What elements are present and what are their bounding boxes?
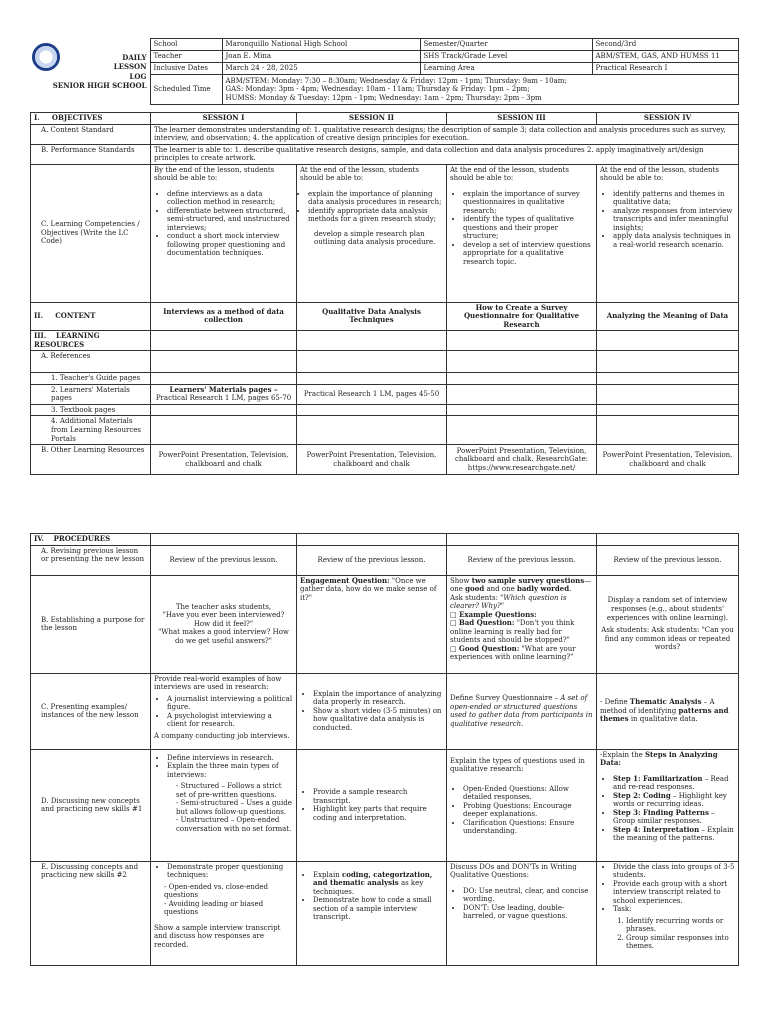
semester-text: Second/3rd <box>595 40 637 49</box>
dates-label: Inclusive Dates <box>150 63 222 75</box>
table-cell <box>597 373 739 385</box>
text-fragment: — one <box>450 576 592 594</box>
text-fragment: Explain the types of questions used in qualitative research: <box>450 756 585 774</box>
text-fragment <box>600 751 735 768</box>
table-cell <box>447 351 597 373</box>
text-fragment <box>300 871 443 922</box>
proc-e-s1 <box>151 861 297 965</box>
text-fragment: Ask students: Ask students: "Can you find any common ideas or repeated words? <box>601 626 734 652</box>
competency-s4 <box>597 164 739 302</box>
list-item: • identify the types of qualitative questions and their proper structure; <box>463 215 593 241</box>
text-fragment: - Define <box>600 698 628 707</box>
text-fragment: Engagement Question: <box>300 575 390 585</box>
text-fragment: Explain <box>313 870 340 879</box>
table-cell <box>151 351 297 373</box>
list-item: • Show a short video (3-5 minutes) on how qualitative data analysis is conducted. <box>313 707 443 733</box>
text-fragment: □ Good Question: "What are your experiences with online learning?" <box>450 643 576 662</box>
text-fragment: Step 4: Interpretation <box>613 824 700 834</box>
text-fragment: Step 1: Familiarization <box>613 773 703 783</box>
title-line-lesson: LESSON <box>113 62 147 72</box>
resources-heading <box>31 331 151 351</box>
text-fragment: "Which question is clearer? Why?" <box>450 593 567 611</box>
table-cell <box>151 416 297 445</box>
semester-label: Semester/Quarter <box>420 39 592 51</box>
text-fragment: LEARNING RESOURCES <box>34 331 100 349</box>
text-fragment: "Once we gather data, how do we make sense of it?" <box>300 576 437 602</box>
text-fragment: -Explain the <box>600 750 643 759</box>
list-item: • define interviews as a data collection method in research; <box>167 190 293 207</box>
time-line-humss: HUMSS: Monday & Tuesday: 12pm - 1pm; Wednesday: 1am - 2pm; Thursday: 2pm - 3pm <box>225 93 542 102</box>
table-cell <box>447 416 597 445</box>
text-fragment: Show <box>450 576 470 585</box>
text-fragment: By the end of the lesson, students should be able to: <box>154 165 275 183</box>
table-cell <box>297 331 447 351</box>
proc-e-s3 <box>447 861 597 965</box>
list-item: • differentiate between structured, semi-structured, and unstructured interviews; <box>167 207 293 233</box>
list-item <box>613 809 735 826</box>
table-cell <box>151 373 297 385</box>
table-cell <box>447 331 597 351</box>
proc-a-s4: Review of the previous lesson. <box>597 545 739 575</box>
content-standard-text: The learner demonstrates understanding of: 1. qualitative research designs; the description of sample 3; data collection and analysis procedures such as survey, interview, and observation; 4. the application of creative design principles for execution. <box>151 124 739 144</box>
track-value: ABM/STEM, GAS, AND HUMSS 11 <box>592 51 738 63</box>
text-fragment: "What makes a good interview? How do we get useful answers?" <box>158 628 289 645</box>
list-item: • A psychologist interviewing a client for research. <box>167 712 293 729</box>
dll-main-table <box>30 112 739 475</box>
title-line-daily: DAILY <box>122 53 147 63</box>
text-fragment: badly worded <box>516 584 570 594</box>
table-cell <box>151 404 297 416</box>
lm-s2: Practical Research 1 LM, pages 45-50 <box>297 384 447 404</box>
text-fragment: Thematic Analysis <box>629 697 702 707</box>
textbook-label: 3. Textbook pages <box>31 404 151 416</box>
list-item: • Demonstrate how to code a small section of a sample interview transcript. <box>313 896 443 922</box>
additional-materials-label: 4. Additional Materials from Learning Resources Portals <box>31 416 151 445</box>
text-fragment: OBJECTIVES <box>51 113 103 122</box>
other-s4: PowerPoint Presentation, Television, chalkboard and chalk <box>597 445 739 475</box>
text-fragment: "What are your experiences with online learning?" <box>450 644 576 662</box>
header-title-cell <box>30 39 150 105</box>
text-fragment <box>154 190 293 258</box>
table-cell <box>597 534 739 546</box>
deped-seal-logo <box>32 43 60 71</box>
list-item: • apply data analysis techniques in a real-world research scenario. <box>613 232 735 249</box>
text-fragment <box>600 183 735 187</box>
text-fragment <box>450 880 593 884</box>
text-fragment: A company conducting job interviews. <box>154 731 290 740</box>
list-item: • Highlight key parts that require coding and interpretation. <box>313 805 443 822</box>
proc-b-s2 <box>297 575 447 673</box>
proc-a-s1: Review of the previous lesson. <box>151 545 297 575</box>
text-fragment: Good Question: <box>458 643 520 653</box>
table-cell <box>297 373 447 385</box>
text-fragment <box>600 863 735 914</box>
proc-a-s2: Review of the previous lesson. <box>297 545 447 575</box>
table-cell <box>297 404 447 416</box>
text-fragment: coding, categorization, and thematic analysis <box>313 869 433 888</box>
text-fragment: III. <box>34 331 47 341</box>
text-fragment: Step 3: Finding Patterns <box>613 807 709 817</box>
list-item: • Clarification Questions: Ensure understanding. <box>463 819 593 836</box>
text-fragment <box>300 690 443 733</box>
text-fragment: Provide real-world examples of how interviews are used in research: <box>154 674 282 692</box>
content-s2: Qualitative Data Analysis Techniques <box>297 302 447 331</box>
school-value: Maronquillo National High School <box>222 39 420 51</box>
text-fragment <box>450 183 593 187</box>
list-item: • explain the importance of planning data analysis procedures in research; <box>308 190 443 207</box>
proc-a-s3: Review of the previous lesson. <box>447 545 597 575</box>
session-1-heading: SESSION I <box>151 113 297 125</box>
table-cell <box>297 534 447 546</box>
title-line-log: LOG <box>129 71 147 81</box>
text-fragment <box>154 754 293 780</box>
text-fragment: "Don't you think online learning is really bad for students and should be stopped?" <box>450 619 575 645</box>
text-fragment: Learners' Materials pages – <box>169 384 278 394</box>
text-fragment: – Group similar responses. <box>613 808 715 826</box>
list-item: - Unstructured – Open-ended conversation with no set format. <box>176 816 293 833</box>
proc-d-s3 <box>447 749 597 861</box>
procedures-table <box>30 533 739 966</box>
list-item: • Explain the importance of analyzing data properly in research. <box>313 690 443 707</box>
lm-s1 <box>151 384 297 404</box>
competency-s1 <box>151 164 297 302</box>
text-fragment: The teacher asks students, <box>175 602 272 611</box>
text-fragment: Define Survey Questionnaire – <box>450 693 559 702</box>
list-item: • explain the importance of survey questionnaires in qualitative research; <box>463 190 593 216</box>
table-cell <box>447 534 597 546</box>
text-fragment: Practical Research 1 LM, pages 65-70 <box>155 394 292 403</box>
list-item: • Provide a sample research transcript. <box>313 788 443 805</box>
proc-a-label: A. Revising previous lesson or presenting the new lesson <box>31 545 151 575</box>
time-value <box>222 75 738 105</box>
text-fragment: □ Bad Question: "Don't you think online learning is really bad for students and should be stopped?" <box>450 618 575 645</box>
text-fragment <box>32 43 60 74</box>
text-fragment: . <box>569 585 572 594</box>
text-fragment: Bad Question: <box>458 618 515 628</box>
header-table <box>30 38 739 105</box>
table-cell <box>597 404 739 416</box>
list-item <box>613 792 735 809</box>
text-fragment <box>450 190 593 267</box>
list-item: • identify patterns and themes in qualitative data; <box>613 190 735 207</box>
other-s1: PowerPoint Presentation, Television, chalkboard and chalk <box>151 445 297 475</box>
list-item: • Provide each group with a short interview transcript related to school experiences. <box>613 880 735 906</box>
text-fragment: Ask students: <box>450 593 498 602</box>
table-cell <box>597 416 739 445</box>
proc-c-label: C. Presenting examples/ instances of the new lesson <box>31 673 151 749</box>
list-item: • Task: <box>613 905 735 914</box>
time-line-gas: GAS: Monday: 3pm - 4pm; Wednesday: 10am - 11am; Thursday & Friday: 1pm – 2pm; <box>225 85 530 94</box>
text-fragment <box>300 183 443 187</box>
text-fragment <box>154 863 293 880</box>
proc-d-s4 <box>597 749 739 861</box>
proc-b-s4 <box>597 575 739 673</box>
text-fragment: in qualitative data. <box>630 715 698 724</box>
proc-e-s2 <box>297 861 447 965</box>
text-fragment <box>450 785 593 836</box>
list-item: 1. Identify recurring words or phrases. <box>626 917 735 934</box>
learner-materials-label: 2. Learners' Materials pages <box>31 384 151 404</box>
list-item: • conduct a short mock interview following proper questioning and documentation techniques. <box>167 232 293 258</box>
table-cell <box>597 331 739 351</box>
text-fragment: Steps in Analyzing Data: <box>600 749 718 768</box>
text-fragment <box>450 887 593 921</box>
list-item <box>613 775 735 792</box>
proc-d-label: D. Discussing new concepts and practicing new skills #1 <box>31 749 151 861</box>
proc-c-s2 <box>297 673 447 749</box>
list-item: • A journalist interviewing a political figure. <box>167 695 293 712</box>
content-s4: Analyzing the Meaning of Data <box>597 302 739 331</box>
content-s3: How to Create a Survey Questionnaire for Qualitative Research <box>447 302 597 331</box>
text-fragment: □ Example Questions: <box>450 609 537 619</box>
title-line-shs: SENIOR HIGH SCHOOL <box>52 80 147 90</box>
procedures-heading <box>31 534 151 546</box>
text-fragment: – Read and re-read responses. <box>613 774 729 792</box>
competency-label: C. Learning Competencies / Objectives (Write the LC Code) <box>31 164 151 302</box>
list-item: • Probing Questions: Encourage deeper explanations. <box>463 802 593 819</box>
area-label: Learning Area <box>420 63 592 75</box>
proc-b-label: B. Establishing a purpose for the lesson <box>31 575 151 673</box>
performance-standard-text: The learner is able to: 1. describe qualitative research designs, sample, and data collection and data analysis procedures 2. apply imaginatively art/design principles to create artwork. <box>151 144 739 164</box>
list-item: - Semi-structured – Uses a guide but allows follow-up questions. <box>176 799 293 816</box>
other-resources-label: B. Other Learning Resources <box>31 445 151 475</box>
text-fragment: Step 2: Coding <box>613 790 671 800</box>
text-fragment: – A method of identifying <box>600 698 715 715</box>
text-fragment <box>154 883 293 917</box>
text-fragment: "Have you ever been interviewed? How did it feel?" <box>162 611 285 628</box>
time-line-abm: ABM/STEM: Monday: 7:30 – 8:30am; Wednesday & Friday: 12pm - 1pm; Thursday: 9am - 10am; <box>225 76 567 85</box>
table-cell <box>447 404 597 416</box>
table-cell <box>297 351 447 373</box>
performance-standard-label: B. Performance Standards <box>31 144 151 164</box>
list-item: 2. Group similar responses into themes. <box>626 934 735 951</box>
proc-d-s1 <box>151 749 297 861</box>
proc-e-label: E. Discussing concepts and practicing new skills #2 <box>31 861 151 965</box>
list-item <box>613 826 735 843</box>
text-fragment: PROCEDURES <box>53 534 111 543</box>
text-fragment: At the end of the lesson, students should be able to: <box>300 165 419 183</box>
list-item: • identify appropriate data analysis methods for a given research study; <box>308 207 443 224</box>
text-fragment <box>600 768 735 772</box>
list-item: • DON'T: Use leading, double-barreled, or vague questions. <box>463 904 593 921</box>
text-fragment <box>154 695 293 729</box>
references-label: A. References <box>31 351 151 373</box>
text-fragment: Display a random set of interview responses (e.g., about students' experiences with online learning). <box>606 596 729 622</box>
competency-s2 <box>297 164 447 302</box>
semester-value <box>592 39 738 51</box>
list-item: • Demonstrate proper questioning techniques: <box>167 863 293 880</box>
text-fragment <box>300 190 443 224</box>
text-fragment: Discuss DOs and DON'Ts in Writing Qualitative Questions: <box>450 862 577 880</box>
proc-c-s3 <box>447 673 597 749</box>
session-4-heading: SESSION IV <box>597 113 739 125</box>
table-cell <box>447 373 597 385</box>
teacher-label: Teacher <box>150 51 222 63</box>
list-item: • Explain the three main types of interviews: <box>167 762 293 779</box>
dates-value: March 24 - 28, 2025 <box>222 63 420 75</box>
list-item: - Open-ended vs. close-ended questions <box>164 883 293 900</box>
session-2-heading: SESSION II <box>297 113 447 125</box>
content-s1: Interviews as a method of data collection <box>151 302 297 331</box>
list-item: • Divide the class into groups of 3-5 students. <box>613 863 735 880</box>
list-item: • Open-Ended Questions: Allow detailed responses. <box>463 785 593 802</box>
text-fragment: Show a sample interview transcript and discuss how responses are recorded. <box>154 923 281 949</box>
content-standard-label: A. Content Standard <box>31 124 151 144</box>
text-fragment: – Highlight key words or recurring ideas. <box>613 791 727 809</box>
list-item: • analyze responses from interview transcripts and infer meaningful insights; <box>613 207 735 233</box>
table-cell <box>151 534 297 546</box>
proc-c-s4 <box>597 673 739 749</box>
text-fragment: good <box>465 584 485 594</box>
text-fragment: develop a simple research plan outlining data analysis procedure. <box>314 229 436 247</box>
text-fragment: patterns and themes <box>600 705 729 724</box>
table-cell <box>447 384 597 404</box>
text-fragment <box>600 775 735 843</box>
teacher-value: Joan E. Mina <box>222 51 420 63</box>
text-fragment: CONTENT <box>55 311 96 321</box>
proc-c-s1 <box>151 673 297 749</box>
list-item: • Define interviews in research. <box>167 754 293 763</box>
list-item: • develop a set of interview questions appropriate for a qualitative research topic. <box>463 241 593 267</box>
list-item: - Avoiding leading or biased questions <box>164 900 293 917</box>
proc-d-s2 <box>297 749 447 861</box>
content-heading <box>31 302 151 331</box>
proc-b-s1 <box>151 575 297 673</box>
table-cell <box>597 351 739 373</box>
other-s2: PowerPoint Presentation, Television, chalkboard and chalk <box>297 445 447 475</box>
text-fragment: At the end of the lesson, students should be able to: <box>600 165 719 183</box>
list-item <box>313 871 443 897</box>
text-fragment: A set of open-ended or structured questions used to gather data from participants in qualitative research. <box>450 693 593 728</box>
proc-e-s4 <box>597 861 739 965</box>
session-3-heading: SESSION III <box>447 113 597 125</box>
text-fragment <box>450 577 593 594</box>
text-fragment <box>450 778 593 782</box>
competency-s3 <box>447 164 597 302</box>
text-fragment: as key techniques. <box>313 879 424 896</box>
table-cell <box>151 331 297 351</box>
area-value: Practical Research I <box>592 63 738 75</box>
text-fragment <box>600 190 735 250</box>
table-cell <box>297 416 447 445</box>
other-s3: PowerPoint Presentation, Television, chalkboard and chalk. ResearchGate: https://www.researchgate.net/ <box>447 445 597 475</box>
teacher-guide-label: 1. Teacher's Guide pages <box>31 373 151 385</box>
text-fragment: and one <box>486 585 515 594</box>
text-fragment <box>300 788 443 822</box>
text-fragment <box>600 917 735 951</box>
text-fragment: I. <box>34 113 40 122</box>
proc-b-s3 <box>447 575 597 673</box>
objectives-heading <box>31 113 151 125</box>
text-fragment: two sample survey questions <box>471 575 585 585</box>
track-label: SHS Track/Grade Level <box>420 51 592 63</box>
text-fragment: At the end of the lesson, students should be able to: <box>450 165 569 183</box>
text-fragment <box>450 594 593 611</box>
list-item: • DO: Use neutral, clear, and concise wording. <box>463 887 593 904</box>
list-item: - Structured – Follows a strict set of pre-written questions. <box>176 782 293 799</box>
text-fragment: – Explain the meaning of the patterns. <box>613 825 734 843</box>
text-fragment: II. <box>34 311 43 321</box>
text-fragment <box>154 183 293 187</box>
text-fragment: Example Questions: <box>459 609 537 619</box>
text-fragment: IV. <box>34 534 44 543</box>
school-label: School <box>150 39 222 51</box>
time-label: Scheduled Time <box>150 75 222 105</box>
table-cell <box>597 384 739 404</box>
text-fragment <box>154 782 293 833</box>
